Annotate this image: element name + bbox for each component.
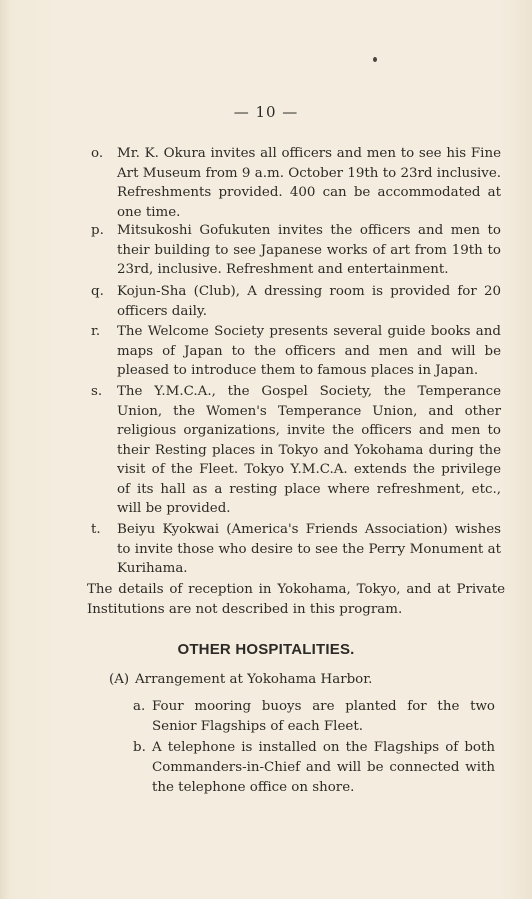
item-letter: q.: [91, 284, 104, 299]
item-letter: p.: [91, 223, 104, 238]
subsection-title: [109, 670, 509, 690]
subsection-text: Arrangement at Yokohama Harbor.: [135, 672, 373, 687]
closing-paragraph: The details of reception in Yokohama, Tokyo, and at Private Institutions are not described in this program.: [87, 582, 505, 617]
item-text: Kojun-Sha (Club), A dressing room is provided for 20 officers daily.: [117, 284, 501, 319]
item-letter: o.: [91, 146, 104, 161]
page-number: — 10 —: [233, 103, 299, 121]
item-text: A telephone is installed on the Flagships of both Commanders-in-Chief and will be connected with the telephone office on shore.: [152, 740, 495, 795]
subsection-label: (A): [109, 672, 130, 687]
item-text: The Welcome Society presents several guide books and maps of Japan to the officers and men and will be pleased to introduce them to famous places in Japan.: [117, 324, 501, 378]
ink-dot: [373, 57, 377, 62]
item-letter: r.: [91, 324, 101, 339]
item-text: Mr. K. Okura invites all officers and men to see his Fine Art Museum from 9 a.m. October 19th to 23rd inclusive. Refreshments provided. 400 can be accommodated at one time.: [117, 146, 501, 220]
item-text: Four mooring buoys are planted for the two Senior Flagships of each Fleet.: [152, 699, 495, 734]
item-letter: b.: [133, 740, 146, 755]
item-text: Mitsukoshi Gofukuten invites the officers and men to their building to see Japanese works of art from 19th to 23rd, inclusive. Refreshment and entertainment.: [117, 223, 501, 277]
item-letter: t.: [91, 522, 101, 537]
item-text: The Y.M.C.A., the Gospel Society, the Temperance Union, the Women's Temperance Union, and other religious organizations, invite the officers and men to their Resting places in Tokyo and Yokohama during the visit of the Fleet. Tokyo Y.M.C.A. extends the privilege of its hall as a resting place where refreshment, etc., will be provided.: [117, 384, 501, 516]
item-text: Beiyu Kyokwai (America's Friends Association) wishes to invite those who desire to see the Perry Monument at Kurihama.: [117, 522, 501, 576]
item-letter: s.: [91, 384, 103, 399]
item-letter: a.: [133, 699, 146, 714]
section-heading: OTHER HOSPITALITIES.: [177, 641, 355, 658]
